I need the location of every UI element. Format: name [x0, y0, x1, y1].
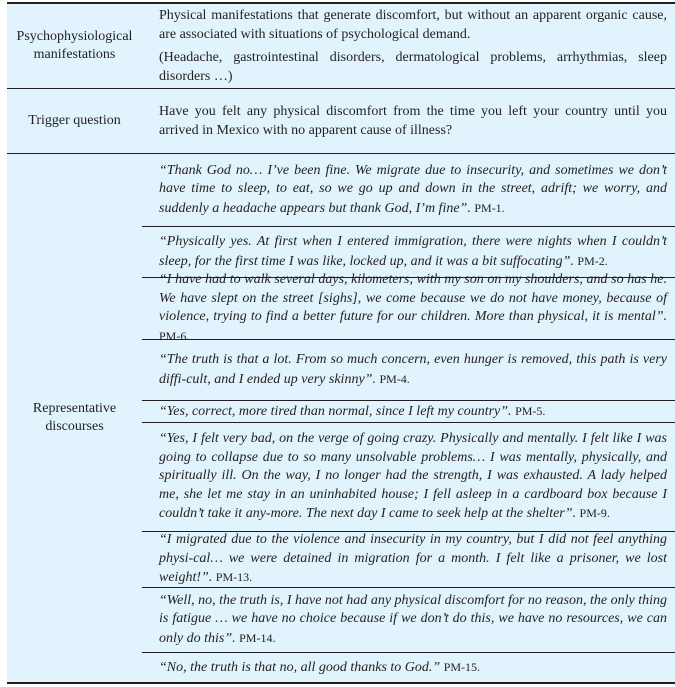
- quote-text: “Thank God no… I’ve been fine. We migrate due to insecurity, and sometimes we don’t have time to sleep, to eat, so we go up and down in the street, adrift; we worry, and suddenly a headache appears but thank God, I’m fine”.: [159, 162, 667, 216]
- quote-item: [142, 423, 675, 532]
- row-content: [142, 89, 675, 153]
- participant-code: PM-13.: [215, 570, 253, 585]
- quote-item: [142, 653, 675, 682]
- trigger-question-text: Have you felt any physical discomfort from the time you left your country until you arrived in Mexico with no apparent cause of illness?: [159, 103, 667, 138]
- participant-code: PM-5.: [515, 403, 546, 418]
- definition-text: Physical manifestations that generate discomfort, but without an apparent organic cause, are associated with situations of psychological demand.: [159, 7, 667, 42]
- discourse-table: [7, 2, 675, 684]
- quote-item: [142, 340, 675, 401]
- row-label: Trigger question: [28, 113, 121, 128]
- quote-item: [142, 272, 675, 343]
- quote-item: [142, 154, 675, 227]
- participant-code: PM-2.: [577, 253, 608, 268]
- quote-text: “No, the truth is that no, all good thanks to God.”: [159, 659, 441, 675]
- row-content: [142, 4, 675, 88]
- quote-text: “I migrated due to the violence and insecurity in my country, but I did not feel anything physi-cal… we were detained in migration for a month. I felt like a prisoner, we lost weight!”.: [159, 532, 667, 586]
- quote-text: “Well, no, the truth is, I have not had any physical discomfort for no reason, the only thing is fatigue … we have no choice because if we don’t do this, we have no resources, we can only do this”.: [159, 592, 667, 646]
- quote-text: “I have had to walk several days, kilometers, with my son on my shoulders, and so has he. We have slept on the street [sighs], we come because we do not have money, because of violence, trying to find a better future for our children. More than physical, it is mental”.: [159, 272, 667, 324]
- table-row-psychophysiological: [7, 4, 675, 89]
- quote-text: “The truth is that a lot. From so much concern, even hunger is removed, this path is very diffi-cult, and I ended up very skinny”.: [159, 352, 667, 387]
- table-row-trigger-question: [7, 89, 675, 154]
- quote-item: [142, 588, 675, 653]
- quote-item: [142, 532, 675, 588]
- row-label: Psychophysiological manifestations: [16, 29, 133, 62]
- participant-code: PM-1.: [474, 200, 505, 215]
- participant-code: PM-14.: [239, 630, 276, 645]
- participant-code: PM-4.: [379, 371, 410, 386]
- quote-text: “Physically yes. At first when I entered immigration, there were nights when I couldn’t sleep, for the first time I was like, locked up, and it was a bit suffocating”.: [159, 234, 667, 269]
- quote-text: “Yes, I felt very bad, on the verge of going crazy. Physically and mentally. I felt like I was going to collapse due to so many unsolvable problems… I was mentally, physically, and spiritually ill. On the way, I no longer had the strength, I was exhausted. A lady helped me, she let me stay in an uninhabited house; I fell asleep in a cardboard box because I couldn’t take it any-more. The next day I came to seek help at the shelter”.: [159, 431, 667, 522]
- quote-item: [142, 401, 675, 423]
- row-label: Representative discourses: [32, 401, 117, 434]
- participant-code: PM-9.: [579, 506, 610, 521]
- table-row-representative-discourses: [7, 154, 675, 682]
- quotes-list: [142, 154, 675, 682]
- participant-code: PM-15.: [443, 659, 481, 674]
- examples-text: (Headache, gastrointestinal disorders, dermatological problems, arrhythmias, sleep disorders …): [159, 49, 667, 84]
- participant-code: PM-6.: [159, 328, 190, 343]
- quote-text: “Yes, correct, more tired than normal, since I left my country”.: [159, 403, 512, 419]
